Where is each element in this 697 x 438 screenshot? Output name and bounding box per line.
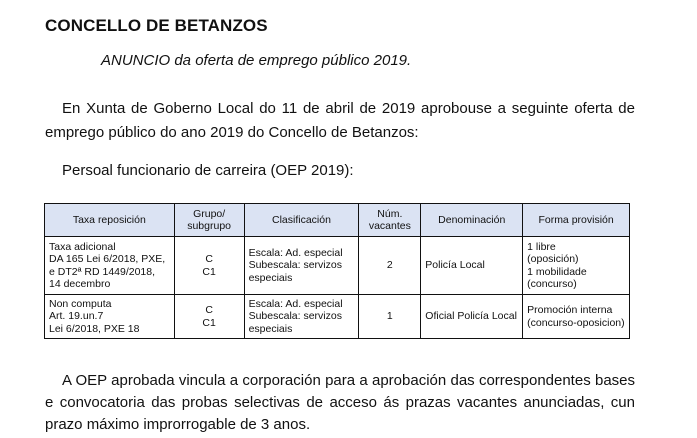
intro-paragraph: En Xunta de Goberno Local do 11 de abril de 2019 aprobouse a seguinte oferta de emprego público do ano 2019 do Concello de Betanzos: bbox=[45, 100, 635, 141]
cell-line: C1 bbox=[202, 316, 216, 329]
table-header-row bbox=[45, 204, 630, 237]
cell-line: Taxa adicional bbox=[49, 240, 116, 253]
cell-line: 1 mobilidade bbox=[527, 265, 587, 278]
cell-line: (concurso) bbox=[527, 278, 577, 290]
cell-grupo bbox=[174, 295, 244, 339]
cell-line: Promoción interna bbox=[527, 304, 613, 316]
header-denominacion: Denominación bbox=[421, 204, 523, 237]
header-provision: Forma provisión bbox=[523, 204, 630, 237]
cell-line: Art. 19.un.7 bbox=[49, 310, 104, 323]
cell-line: Subescala: servizos bbox=[248, 310, 342, 323]
section-heading: Persoal funcionario de carreira (OEP 2019): bbox=[62, 162, 354, 179]
cell-line: DA 165 Lei 6/2018, PXE, bbox=[49, 253, 166, 265]
cell-line: (concurso-oposicion) bbox=[527, 316, 625, 329]
cell-line: Escala: Ad. especial bbox=[248, 246, 343, 259]
cell-line: especiais bbox=[248, 322, 293, 335]
cell-line: e DT2ª RD 1449/2018, bbox=[49, 265, 156, 278]
cell-line: especiais bbox=[248, 271, 293, 284]
cell-line: Lei 6/2018, PXE 18 bbox=[49, 322, 140, 335]
header-vacantes: Núm. vacantes bbox=[359, 204, 421, 237]
header-clasificacion: Clasificación bbox=[244, 204, 359, 237]
cell-line: (oposición) bbox=[527, 253, 579, 265]
header-taxa: Taxa reposición bbox=[45, 204, 175, 237]
cell-vacantes: 1 bbox=[359, 295, 421, 339]
closing-paragraph: A OEP aprobada vincula a corporación para a aprobación das correspondentes bases e convocatoria das probas selectivas de acceso ás prazas vacantes anunciadas, cun prazo máximo improrrogable de 3 anos. bbox=[45, 372, 635, 433]
table-row bbox=[45, 237, 630, 295]
page-title: CONCELLO DE BETANZOS bbox=[45, 16, 268, 35]
cell-denominacion: Policía Local bbox=[421, 237, 523, 295]
cell-provision bbox=[523, 295, 630, 339]
table-row bbox=[45, 295, 630, 339]
header-grupo: Grupo/ subgrupo bbox=[174, 204, 244, 237]
cell-line: 1 libre bbox=[527, 240, 556, 253]
cell-line: C bbox=[205, 304, 213, 316]
cell-denominacion: Oficial Policía Local bbox=[421, 295, 523, 339]
cell-clasificacion bbox=[244, 237, 359, 295]
cell-line: Escala: Ad. especial bbox=[248, 297, 343, 310]
oep-table bbox=[44, 203, 630, 339]
cell-line: C bbox=[205, 253, 213, 265]
cell-grupo bbox=[174, 237, 244, 295]
cell-clasificacion bbox=[244, 295, 359, 339]
cell-vacantes: 2 bbox=[359, 237, 421, 295]
cell-line: Non computa bbox=[49, 297, 112, 310]
cell-taxa bbox=[45, 237, 175, 295]
cell-taxa bbox=[45, 295, 175, 339]
announcement-subtitle: ANUNCIO da oferta de emprego público 2019. bbox=[101, 52, 412, 69]
cell-line: Subescala: servizos bbox=[248, 259, 342, 272]
cell-provision bbox=[523, 237, 630, 295]
cell-line: 14 decembro bbox=[49, 278, 111, 290]
cell-line: C1 bbox=[202, 265, 216, 278]
